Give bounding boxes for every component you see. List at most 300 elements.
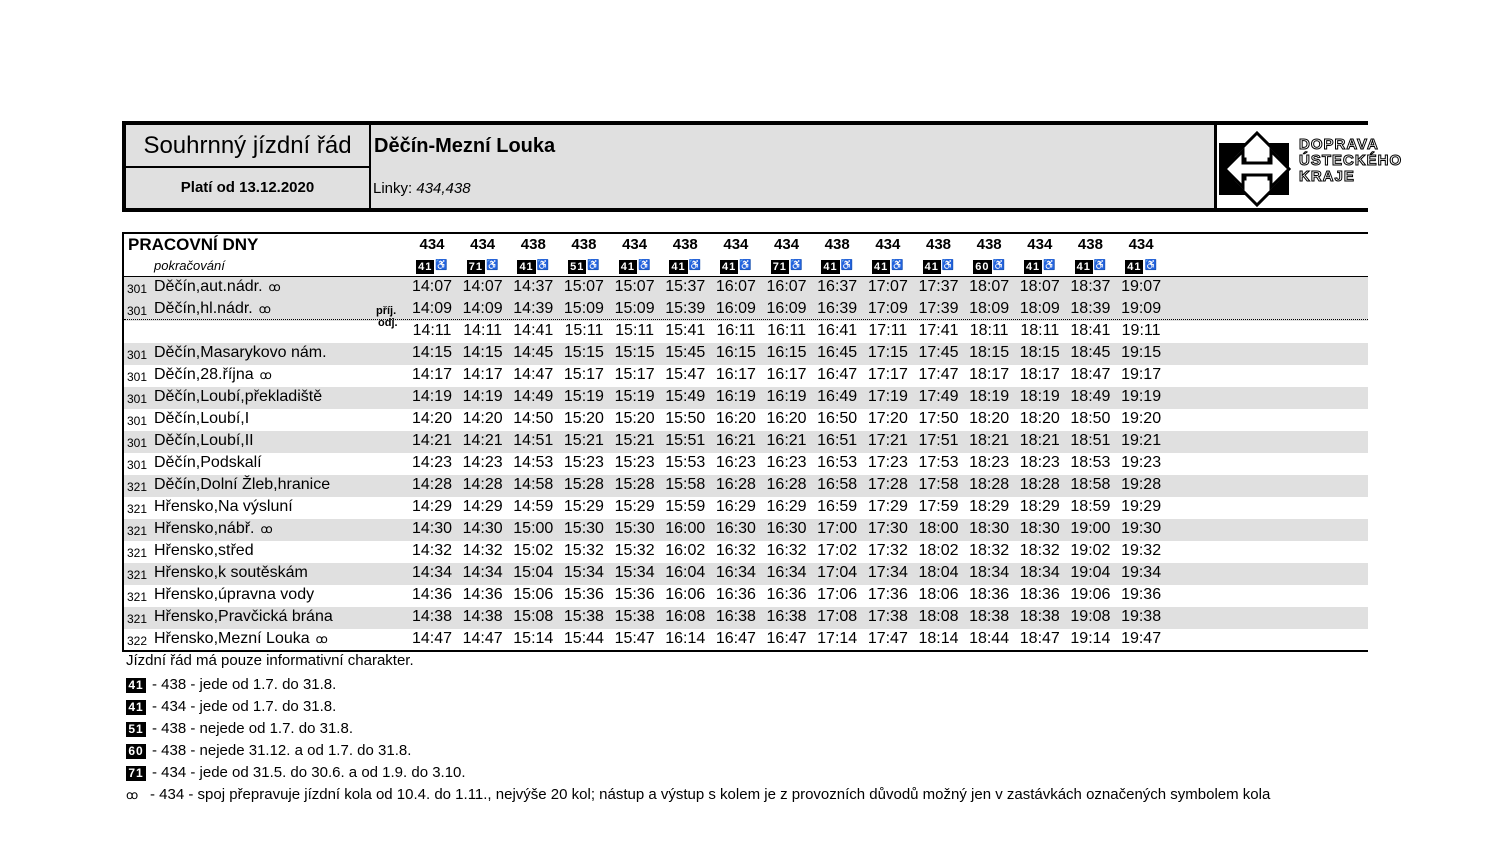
departure-time: 18:00 <box>918 520 959 537</box>
departure-time: 18:23 <box>1019 454 1060 471</box>
departure-time: 15:00 <box>513 520 554 537</box>
departure-time: 15:29 <box>563 498 604 515</box>
departure-time: 18:06 <box>918 586 959 603</box>
note-code-badge: 51 <box>126 722 146 737</box>
departure-time: 19:17 <box>1121 366 1162 383</box>
zone-number: 321 <box>127 480 148 494</box>
departure-time: 15:06 <box>513 586 554 603</box>
departure-time: 15:02 <box>513 542 554 559</box>
departure-time: 14:17 <box>462 366 503 383</box>
departure-time: 18:38 <box>1019 608 1060 625</box>
wheelchair-icon: ♿ <box>941 260 955 271</box>
departure-time: 17:58 <box>918 476 959 493</box>
note-code-badge: 41 <box>620 261 635 273</box>
departure-time: 15:59 <box>665 498 706 515</box>
departure-time: 14:09 <box>462 300 503 317</box>
departure-time: 15:47 <box>614 630 655 647</box>
wheelchair-icon: ♿ <box>840 260 854 271</box>
departure-time: 14:09 <box>411 300 453 317</box>
departure-time: 16:50 <box>817 410 858 427</box>
departure-time: 15:09 <box>614 300 655 317</box>
departure-time: 17:30 <box>867 520 908 537</box>
departure-time: 14:30 <box>462 520 503 537</box>
departure-time: 18:08 <box>918 608 959 625</box>
bike-icon: ꝏ <box>258 302 269 316</box>
note-code-badge: 60 <box>126 744 146 759</box>
departure-time: 14:30 <box>411 520 453 537</box>
departure-time: 16:07 <box>766 278 807 295</box>
wheelchair-icon: ♿ <box>891 260 904 271</box>
departure-time: 16:38 <box>766 608 807 625</box>
departure-time: 19:06 <box>1070 586 1111 603</box>
departure-time: 14:53 <box>513 454 554 471</box>
note-code-badge: 41 <box>418 261 433 273</box>
departure-time: 17:06 <box>817 586 858 603</box>
departure-time: 19:08 <box>1070 608 1111 625</box>
departure-time: 16:07 <box>715 278 756 295</box>
departure-time: 18:44 <box>969 630 1010 647</box>
departure-time: 15:11 <box>615 322 655 339</box>
stop-name: Hřensko,Pravčická brána <box>154 608 333 625</box>
departure-time: 19:21 <box>1121 432 1162 449</box>
table-row <box>124 431 1368 453</box>
departure-time: 15:38 <box>563 608 604 625</box>
departure-time: 16:17 <box>766 366 807 383</box>
line-number: 434 <box>419 236 445 253</box>
zone-number: 301 <box>127 304 148 318</box>
departure-time: 16:23 <box>766 454 807 471</box>
departure-time: 19:32 <box>1121 542 1162 559</box>
line-number: 434 <box>1027 236 1053 253</box>
departure-time: 16:45 <box>817 344 858 361</box>
departure-time: 15:21 <box>563 432 604 449</box>
note-code-badge: 41 <box>823 261 838 273</box>
departure-time: 17:15 <box>867 344 908 361</box>
departure-time: 15:58 <box>665 476 706 493</box>
departure-time: 16:49 <box>817 388 858 405</box>
departure-time: 14:50 <box>513 410 554 427</box>
departure-time: 18:19 <box>1019 388 1060 405</box>
arrival-label: příj. <box>376 305 397 317</box>
stop-name: Děčín,28.října ꝏ <box>154 366 270 383</box>
departure-time: 15:04 <box>513 564 554 581</box>
logo-text: DOPRAVA ÚSTECKÉHO KRAJE <box>1299 136 1403 185</box>
departure-time: 14:58 <box>513 476 554 493</box>
departure-time: 15:15 <box>563 344 604 361</box>
trip-note <box>1116 260 1166 275</box>
departure-time: 17:28 <box>867 476 908 493</box>
divider <box>122 232 1368 234</box>
departure-time: 19:20 <box>1121 410 1162 427</box>
line-number: 438 <box>520 236 546 253</box>
departure-time: 17:50 <box>918 410 959 427</box>
table-row <box>124 585 1368 607</box>
departure-time: 18:49 <box>1070 388 1111 405</box>
departure-time: 15:07 <box>614 278 655 295</box>
zone-number: 301 <box>127 392 148 406</box>
table-row <box>124 343 1368 365</box>
legend-item <box>126 742 411 759</box>
departure-time: 19:34 <box>1121 564 1162 581</box>
departure-time: 17:07 <box>867 278 908 295</box>
departure-time: 16:29 <box>766 498 807 515</box>
zone-number: 301 <box>127 414 148 428</box>
departure-time: 18:17 <box>969 366 1010 383</box>
zone-number: 322 <box>127 634 148 648</box>
departure-time: 18:51 <box>1070 432 1111 449</box>
departure-time: 14:34 <box>462 564 503 581</box>
stop-name: Děčín,Dolní Žleb,hranice <box>154 476 331 493</box>
trip-note <box>812 260 862 275</box>
departure-time: 14:34 <box>411 564 453 581</box>
departure-time: 18:29 <box>969 498 1010 515</box>
departure-time: 14:23 <box>462 454 503 471</box>
table-row <box>124 497 1368 519</box>
departure-time: 18:30 <box>1019 520 1060 537</box>
departure-time: 18:20 <box>969 410 1010 427</box>
departure-time: 19:23 <box>1121 454 1162 471</box>
note-code-badge: 71 <box>126 766 146 781</box>
lines-value: 434,438 <box>416 180 471 197</box>
departure-time: 14:29 <box>462 498 503 515</box>
timetable-header <box>122 121 1403 212</box>
departure-time: 14:21 <box>462 432 503 449</box>
note-code-badge: 51 <box>570 261 585 273</box>
departure-time: 16:15 <box>766 344 807 361</box>
departure-time: 17:00 <box>817 520 858 537</box>
departure-time: 18:50 <box>1070 410 1111 427</box>
zone-number: 301 <box>127 458 148 472</box>
departure-time: 15:51 <box>665 432 706 449</box>
departure-time: 17:45 <box>918 344 959 361</box>
departure-time: 19:28 <box>1121 476 1162 493</box>
departure-time: 17:23 <box>867 454 908 471</box>
departure-time: 17:51 <box>918 432 959 449</box>
note-code-badge: 71 <box>468 261 484 273</box>
departure-time: 18:37 <box>1070 278 1111 295</box>
departure-time: 15:28 <box>614 476 655 493</box>
departure-time: 19:04 <box>1070 564 1111 581</box>
departure-time: 18:47 <box>1070 366 1111 383</box>
legend-text: - 434 - spoj přepravuje jízdní kola od 10.4. do 1.11., nejvýše 20 kol; nástup a výstup s kolem je z provozních důvodů možný jen v zastávkách označených symbolem kola <box>150 786 1271 803</box>
departure-time: 17:37 <box>918 278 959 295</box>
line-number: 438 <box>976 236 1002 253</box>
departure-time: 18:58 <box>1070 476 1111 493</box>
departure-time: 15:20 <box>563 410 604 427</box>
departure-time: 14:45 <box>513 344 554 361</box>
departure-time: 15:50 <box>665 410 706 427</box>
departure-time: 18:34 <box>1019 564 1060 581</box>
departure-time: 18:45 <box>1070 344 1111 361</box>
departure-time: 18:28 <box>1019 476 1060 493</box>
departure-time: 15:28 <box>563 476 604 493</box>
page-title: Souhrnný jízdní řád <box>126 125 369 167</box>
departure-time: 14:11 <box>412 322 452 339</box>
departure-time: 15:34 <box>563 564 604 581</box>
trip-note <box>508 260 558 275</box>
departure-time: 14:19 <box>462 388 503 405</box>
departure-time: 16:59 <box>817 498 858 515</box>
departure-time: 14:47 <box>411 630 453 647</box>
divider <box>122 208 1368 212</box>
departure-time: 19:47 <box>1121 630 1162 647</box>
table-row <box>124 629 1368 651</box>
stop-name: Hřensko,nábř. ꝏ <box>154 520 271 537</box>
departure-time: 17:04 <box>817 564 858 581</box>
zone-number: 321 <box>127 612 148 626</box>
table-row <box>124 607 1368 629</box>
departure-time: 15:47 <box>665 366 706 383</box>
line-number: 434 <box>875 236 901 253</box>
departure-time: 14:32 <box>411 542 453 559</box>
departure-time: 18:28 <box>969 476 1010 493</box>
departure-time: 16:47 <box>817 366 858 383</box>
departure-time: 15:45 <box>665 344 706 361</box>
departure-time: 18:34 <box>969 564 1010 581</box>
departure-time: 15:49 <box>665 388 706 405</box>
zone-number: 301 <box>127 436 148 450</box>
departure-time: 17:19 <box>867 388 908 405</box>
zone-number: 301 <box>127 282 148 296</box>
line-number: 434 <box>622 236 648 253</box>
stop-name: Děčín,aut.nádr. ꝏ <box>154 278 279 295</box>
departure-time: 18:14 <box>918 630 959 647</box>
departure-time: 17:59 <box>918 498 959 515</box>
departure-time: 17:21 <box>867 432 908 449</box>
table-row <box>124 321 1368 343</box>
departure-time: 15:17 <box>563 366 604 383</box>
departure-time: 17:29 <box>867 498 908 515</box>
departure-time: 14:37 <box>513 278 554 295</box>
stop-name: Hřensko,Na výsluní <box>154 498 293 515</box>
departure-time: 18:20 <box>1019 410 1060 427</box>
departure-time: 15:09 <box>563 300 604 317</box>
legend-text: - 438 - jede od 1.7. do 31.8. <box>152 676 337 693</box>
departure-time: 16:32 <box>715 542 756 559</box>
departure-time: 19:00 <box>1070 520 1111 537</box>
departure-time: 16:39 <box>817 300 858 317</box>
departure-time: 18:07 <box>1019 278 1060 295</box>
stop-name: Hřensko,k soutěskám <box>154 564 308 581</box>
departure-time: 17:02 <box>817 542 858 559</box>
departure-time: 16:36 <box>766 586 807 603</box>
departure-time: 17:49 <box>918 388 959 405</box>
departure-time: 15:38 <box>614 608 655 625</box>
departure-time: 18:47 <box>1019 630 1060 647</box>
departure-time: 18:11 <box>969 322 1009 339</box>
departure-time: 14:47 <box>462 630 503 647</box>
note-code-badge: 41 <box>1076 261 1091 273</box>
line-number: 438 <box>1077 236 1103 253</box>
departure-time: 15:19 <box>563 388 604 405</box>
departure-time: 15:14 <box>513 630 554 647</box>
table-row <box>124 365 1368 387</box>
divider <box>124 319 1368 320</box>
departure-time: 14:38 <box>462 608 503 625</box>
departure-time: 17:53 <box>918 454 959 471</box>
departure-time: 18:21 <box>969 432 1010 449</box>
departure-time: 15:44 <box>563 630 604 647</box>
departure-time: 18:59 <box>1070 498 1111 515</box>
departure-time: 19:36 <box>1121 586 1162 603</box>
legend-item <box>126 676 336 693</box>
departure-time: 16:21 <box>715 432 756 449</box>
departure-time: 18:21 <box>1019 432 1060 449</box>
trip-note <box>762 260 812 275</box>
wheelchair-icon: ♿ <box>435 260 448 271</box>
departure-time: 15:53 <box>665 454 706 471</box>
departure-time: 16:06 <box>665 586 706 603</box>
note-code-badge: 41 <box>1127 261 1142 273</box>
departure-time: 14:39 <box>513 300 554 317</box>
departure-time: 14:07 <box>411 278 453 295</box>
departure-time: 15:17 <box>614 366 655 383</box>
bike-icon: ꝏ <box>268 280 279 294</box>
trip-note <box>660 260 710 275</box>
wheelchair-icon: ♿ <box>587 260 600 271</box>
stop-name: Děčín,Loubí,II <box>154 432 254 449</box>
departure-time: 19:11 <box>1121 322 1161 339</box>
departure-time: 17:47 <box>867 630 908 647</box>
departure-time: 16:09 <box>766 300 807 317</box>
departure-time: 16:53 <box>817 454 858 471</box>
departure-time: 18:07 <box>969 278 1010 295</box>
departure-time: 16:30 <box>715 520 756 537</box>
departure-time: 14:38 <box>411 608 453 625</box>
table-row <box>124 409 1368 431</box>
note-code-badge: 41 <box>126 700 146 715</box>
legend-item <box>126 698 336 715</box>
lines-label: Linky: <box>373 180 413 197</box>
departure-time: 17:34 <box>867 564 908 581</box>
line-number: 434 <box>723 236 749 253</box>
table-row <box>124 453 1368 475</box>
departure-time: 15:32 <box>563 542 604 559</box>
departure-time: 18:30 <box>969 520 1010 537</box>
note-code-badge: 41 <box>924 261 939 273</box>
note-code-badge: 41 <box>1025 261 1041 273</box>
departure-time: 16:08 <box>665 608 706 625</box>
departure-time: 14:20 <box>462 410 503 427</box>
line-number: 438 <box>571 236 597 253</box>
departure-time: 18:53 <box>1070 454 1111 471</box>
departure-time: 16:02 <box>665 542 706 559</box>
departure-label: odj. <box>378 317 398 329</box>
stop-name: Děčín,Masarykovo nám. <box>154 344 327 361</box>
departure-time: 16:11 <box>716 322 756 339</box>
bike-icon: ꝏ <box>260 522 271 536</box>
departure-time: 18:32 <box>1019 542 1060 559</box>
departure-time: 15:19 <box>614 388 655 405</box>
departure-time: 18:15 <box>1019 344 1060 361</box>
departure-time: 15:08 <box>513 608 554 625</box>
wheelchair-icon: ♿ <box>486 260 499 271</box>
departure-time: 14:29 <box>411 498 453 515</box>
departure-time: 16:28 <box>715 476 756 493</box>
zone-number: 321 <box>127 568 148 582</box>
departure-time: 15:07 <box>563 278 604 295</box>
departure-time: 15:20 <box>614 410 655 427</box>
stop-name: Děčín,Loubí,překladiště <box>154 388 323 405</box>
departure-time: 14:47 <box>513 366 554 383</box>
departure-time: 17:09 <box>867 300 908 317</box>
trip-note <box>559 260 609 275</box>
legend-item <box>126 786 1270 803</box>
departure-time: 15:32 <box>614 542 655 559</box>
departure-time: 14:41 <box>513 322 554 339</box>
trip-note <box>964 260 1014 275</box>
departure-time: 18:38 <box>969 608 1010 625</box>
departure-time: 15:41 <box>665 322 706 339</box>
zone-number: 301 <box>127 348 148 362</box>
departure-time: 16:09 <box>715 300 756 317</box>
departure-time: 16:34 <box>766 564 807 581</box>
departure-time: 15:34 <box>614 564 655 581</box>
zone-number: 321 <box>127 590 148 604</box>
table-row <box>124 277 1368 299</box>
departure-time: 14:59 <box>513 498 554 515</box>
departure-time: 15:36 <box>614 586 655 603</box>
departure-time: 15:21 <box>614 432 655 449</box>
departure-time: 14:21 <box>411 432 453 449</box>
legend-text: - 434 - jede od 1.7. do 31.8. <box>152 698 337 715</box>
departure-time: 17:20 <box>867 410 908 427</box>
departure-time: 16:37 <box>817 278 858 295</box>
table-row <box>124 519 1368 541</box>
departure-time: 19:19 <box>1121 388 1162 405</box>
departure-time: 14:15 <box>462 344 503 361</box>
line-number: 438 <box>672 236 698 253</box>
legend-text: - 434 - jede od 31.5. do 30.6. a od 1.9. do 3.10. <box>152 764 466 781</box>
departure-time: 14:15 <box>411 344 453 361</box>
departure-time: 19:14 <box>1070 630 1111 647</box>
departure-time: 17:36 <box>867 586 908 603</box>
departure-time: 16:36 <box>715 586 756 603</box>
route-panel <box>371 125 1214 208</box>
table-row <box>124 299 1368 321</box>
departure-time: 18:15 <box>969 344 1010 361</box>
note-code-badge: 41 <box>126 678 146 693</box>
wheelchair-icon: ♿ <box>1043 260 1056 271</box>
departure-time: 18:11 <box>1020 322 1060 339</box>
departure-time: 16:20 <box>715 410 756 427</box>
logo-arrows-icon <box>1217 125 1297 208</box>
departure-time: 17:41 <box>918 322 959 339</box>
line-number: 434 <box>774 236 800 253</box>
departure-time: 16:14 <box>665 630 706 647</box>
departure-time: 14:11 <box>463 322 503 339</box>
departure-time: 19:29 <box>1121 498 1162 515</box>
stop-name: Děčín,hl.nádr. ꝏ <box>154 300 269 317</box>
note-code-badge: 60 <box>975 261 990 273</box>
stop-name: Hřensko,Mezní Louka ꝏ <box>154 630 326 647</box>
line-number: 434 <box>470 236 496 253</box>
departure-time: 18:41 <box>1070 322 1111 339</box>
trip-note <box>407 260 457 275</box>
departure-time: 18:36 <box>1019 586 1060 603</box>
departure-time: 19:30 <box>1121 520 1162 537</box>
legend-item <box>126 764 466 781</box>
departure-time: 17:39 <box>918 300 959 317</box>
departure-time: 17:32 <box>867 542 908 559</box>
legend-text: - 438 - nejede 31.12. a od 1.7. do 31.8. <box>152 742 412 759</box>
table-row <box>124 387 1368 409</box>
departure-time: 16:23 <box>715 454 756 471</box>
bike-icon: ꝏ <box>315 632 326 646</box>
valid-from: Platí od 13.12.2020 <box>126 168 369 208</box>
departure-time: 15:29 <box>614 498 655 515</box>
departure-time: 15:36 <box>563 586 604 603</box>
